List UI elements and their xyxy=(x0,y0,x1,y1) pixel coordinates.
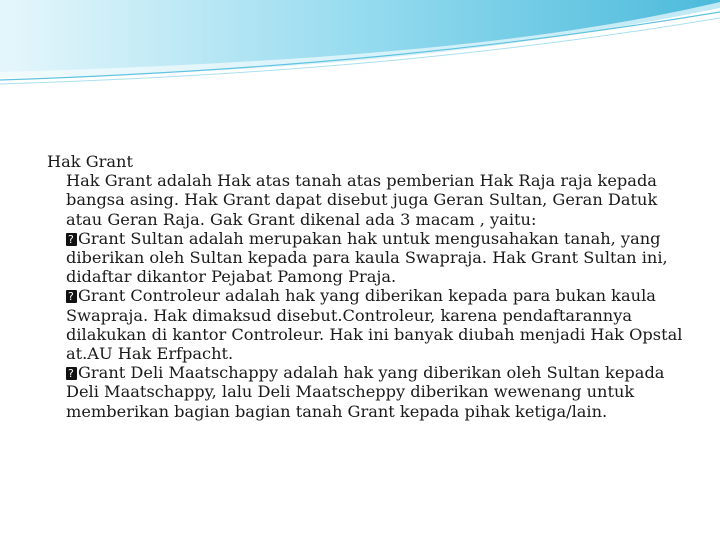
unknown-glyph-icon xyxy=(66,367,77,380)
list-item xyxy=(66,229,697,287)
slide-content xyxy=(47,152,697,421)
header-wave-decoration xyxy=(0,0,720,90)
list-item-text: Grant Sultan adalah merupakan hak untuk mengusahakan tanah, yang diberikan oleh Sultan kepada para kaula Swapraja. Hak Grant Sultan ini, didaftar dikantor Pejabat Pamong Praja. xyxy=(66,228,668,287)
list-item xyxy=(66,363,697,421)
slide-body xyxy=(66,171,697,421)
intro-paragraph: Hak Grant adalah Hak atas tanah atas pemberian Hak Raja raja kepada bangsa asing. Hak Grant dapat disebut juga Geran Sultan, Geran Datuk atau Geran Raja. Gak Grant dikenal ada 3 macam , yaitu: xyxy=(66,171,658,229)
unknown-glyph-icon xyxy=(66,290,77,303)
list-item xyxy=(66,286,697,363)
unknown-glyph-icon xyxy=(66,233,77,246)
list-item-text: Grant Controleur adalah hak yang diberikan kepada para bukan kaula Swapraja. Hak dimaksud disebut.Controleur, karena pendaftarannya dilakukan di kantor Controleur. Hak ini banyak diubah menjadi Hak Opstal at.AU Hak Erfpacht. xyxy=(66,286,683,364)
slide-heading: Hak Grant xyxy=(47,152,133,171)
wave-front xyxy=(0,0,720,72)
list-item-text: Grant Deli Maatschappy adalah hak yang diberikan oleh Sultan kepada Deli Maatschappy, lalu Deli Maatscheppy diberikan wewenang untuk memberikan bagian bagian tanah Grant kepada pihak ketiga/lain. xyxy=(66,363,665,421)
